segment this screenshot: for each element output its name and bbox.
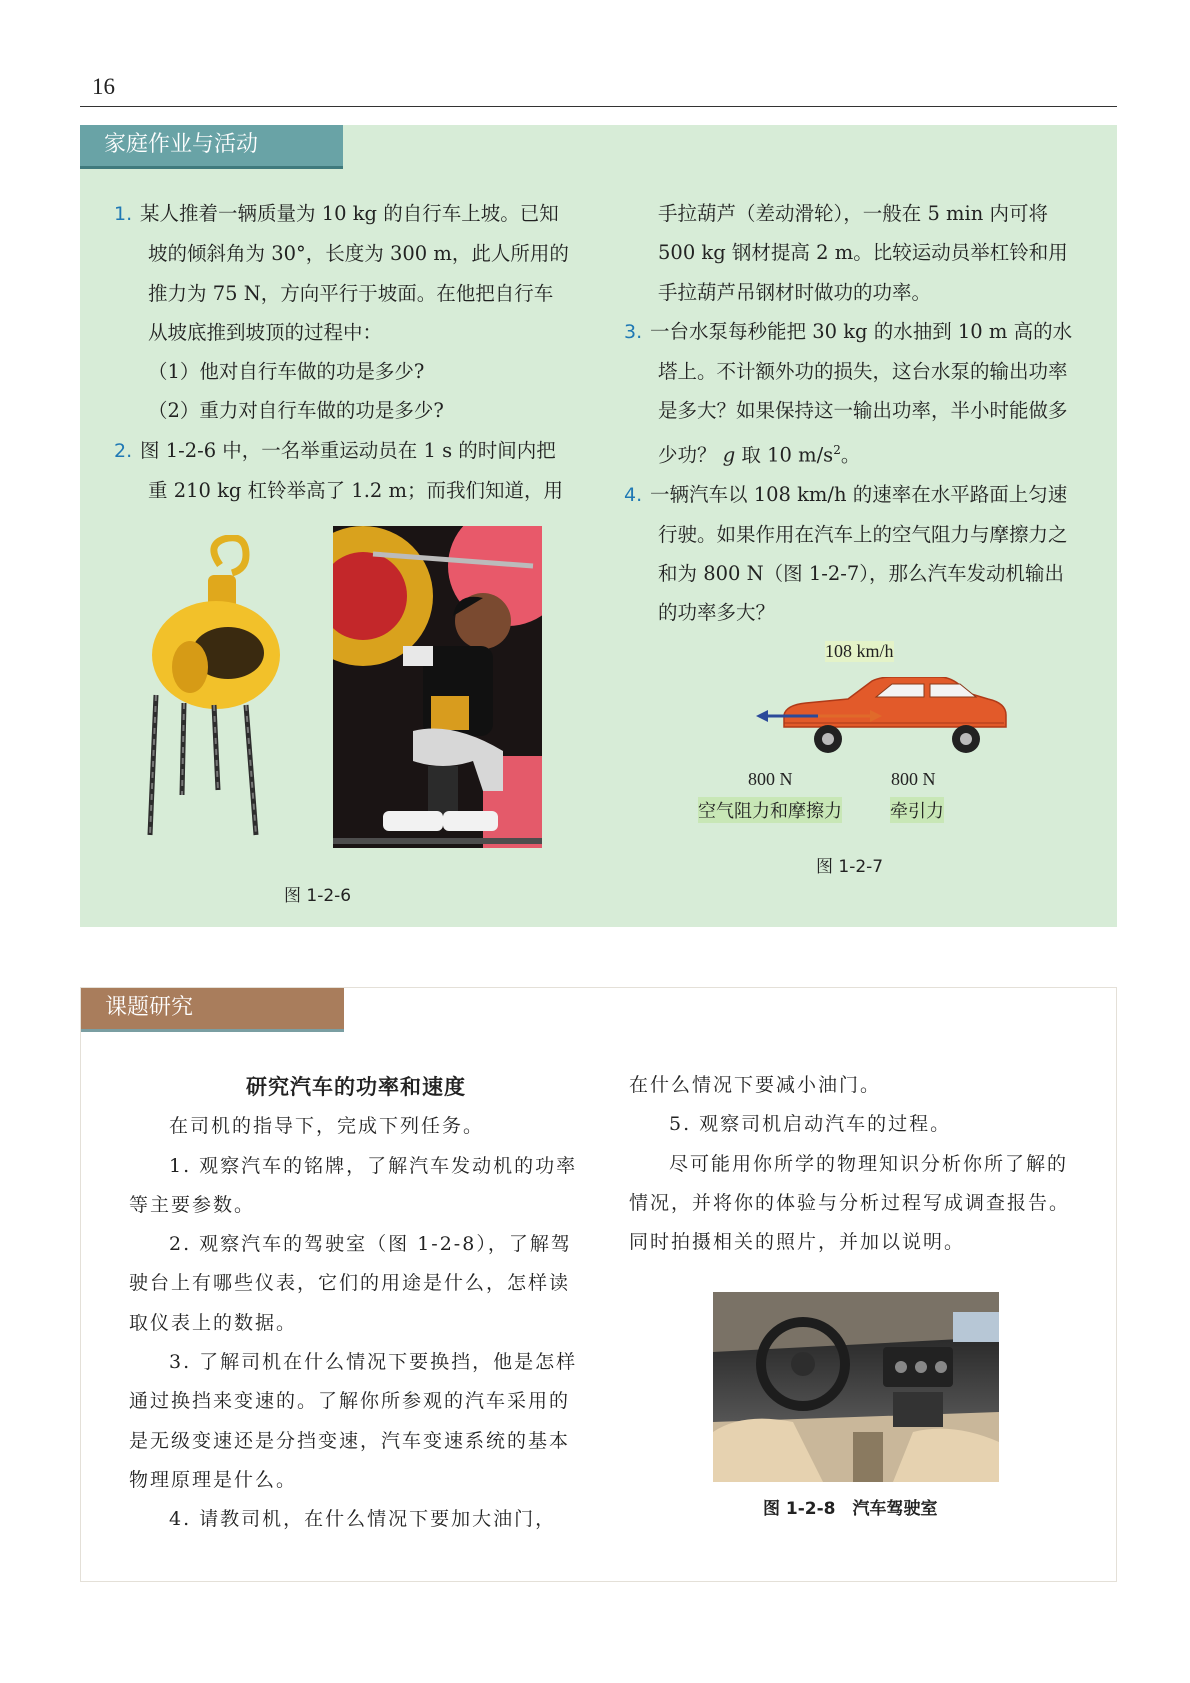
gravity-exponent: 2 [833, 442, 841, 457]
question-2 [114, 431, 570, 511]
gravity-value: 取 10 m/s [735, 443, 834, 467]
task-4: 4. 请教司机，在什么情况下要加大油门， [169, 1508, 557, 1531]
topic-summary: 尽可能用你所学的物理知识分析你所了解的情况，并将你的体验与分析过程写成调查报告。同时拍摄相关的照片，并加以说明。 [629, 1152, 1071, 1254]
page-number: 16 [92, 74, 115, 99]
car-interior-image [713, 1292, 999, 1482]
question-4 [624, 475, 1080, 633]
question-4-text: 一辆汽车以 108 km/h 的速率在水平路面上匀速行驶。如果作用在汽车上的空气阻力与摩擦力之和为 800 N（图 1-2-7），那么汽车发动机输出的功率多大？ [650, 482, 1068, 625]
figure-1-2-8-caption: 图 1-2-8 汽车驾驶室 [763, 1499, 938, 1519]
task-4-continued: 在什么情况下要减小油门。 [629, 1074, 882, 1096]
homework-left-column [114, 194, 570, 510]
question-2-text-left: 图 1-2-6 中，一名举重运动员在 1 s 的时间内把重 210 kg 杠铃举高了 1.2 m；而我们知道，用 [140, 438, 564, 503]
topic-intro: 在司机的指导下，完成下列任务。 [169, 1115, 485, 1138]
right-force-value: 800 N [891, 769, 936, 789]
topic-title: 研究汽车的功率和速度 [246, 1075, 466, 1099]
question-1-sub-2: （2）重力对自行车做的功是多少? [148, 399, 444, 423]
task-3: 3. 了解司机在什么情况下要换挡，他是怎样通过换挡来变速的。了解你所参观的汽车采用的是无级变速还是分挡变速，汽车变速系统的基本物理原理是什么。 [129, 1351, 578, 1491]
question-4-number: 4. [624, 483, 643, 506]
header-rule [80, 106, 1117, 107]
task-1: 1. 观察汽车的铭牌，了解汽车发动机的功率等主要参数。 [129, 1154, 578, 1216]
speed-label: 108 km/h [825, 641, 894, 661]
topic-left-column [129, 1068, 583, 1540]
chain-hoist-image [128, 535, 298, 840]
question-3-text: 一台水泵每秒能把 30 kg 的水抽到 10 m 高的水塔上。不计额外功的损失，这台水泵的输出功率是多大？如果保持这一输出功率，半小时能做多少功？ [650, 319, 1073, 467]
gravity-symbol: g [722, 443, 736, 467]
homework-header: 家庭作业与活动 [80, 125, 343, 169]
figure-1-2-6-caption: 图 1-2-6 [284, 886, 352, 906]
figure-1-2-7-caption: 图 1-2-7 [816, 857, 884, 877]
topic-right-column [629, 1066, 1075, 1262]
force-arrows [754, 708, 884, 724]
question-2-text-right: 手拉葫芦（差动滑轮），一般在 5 min 内可将 500 kg 钢材提高 2 m。比较运动员举杠铃和用手拉葫芦吊钢材时做功的功率。 [658, 202, 1068, 304]
question-1-text: 某人推着一辆质量为 10 kg 的自行车上坡。已知坡的倾斜角为 30°，长度为 300 m，此人所用的推力为 75 N，方向平行于坡面。在他把自行车从坡底推到坡顶的过程中： [140, 202, 569, 344]
question-1-sub-1: （1）他对自行车做的功是多少? [148, 360, 425, 384]
question-3-number: 3. [624, 320, 643, 343]
question-1-number: 1. [114, 203, 133, 225]
homework-section [80, 125, 1117, 927]
left-force-value: 800 N [748, 769, 793, 789]
task-5: 5. 观察司机启动汽车的过程。 [669, 1113, 952, 1136]
homework-right-column [624, 194, 1080, 633]
topic-section [80, 987, 1117, 1582]
question-2-number: 2. [114, 439, 133, 462]
right-force-label: 牵引力 [890, 797, 944, 823]
gravity-end: 。 [840, 443, 861, 467]
left-force-label: 空气阻力和摩擦力 [698, 797, 842, 823]
question-1 [114, 194, 570, 352]
weightlifter-image [333, 526, 542, 848]
topic-header: 课题研究 [81, 988, 344, 1032]
question-3 [624, 312, 1080, 475]
task-2: 2. 观察汽车的驾驶室（图 1-2-8），了解驾驶台上有哪些仪表，它们的用途是什么，怎样读取仪表上的数据。 [129, 1233, 572, 1334]
